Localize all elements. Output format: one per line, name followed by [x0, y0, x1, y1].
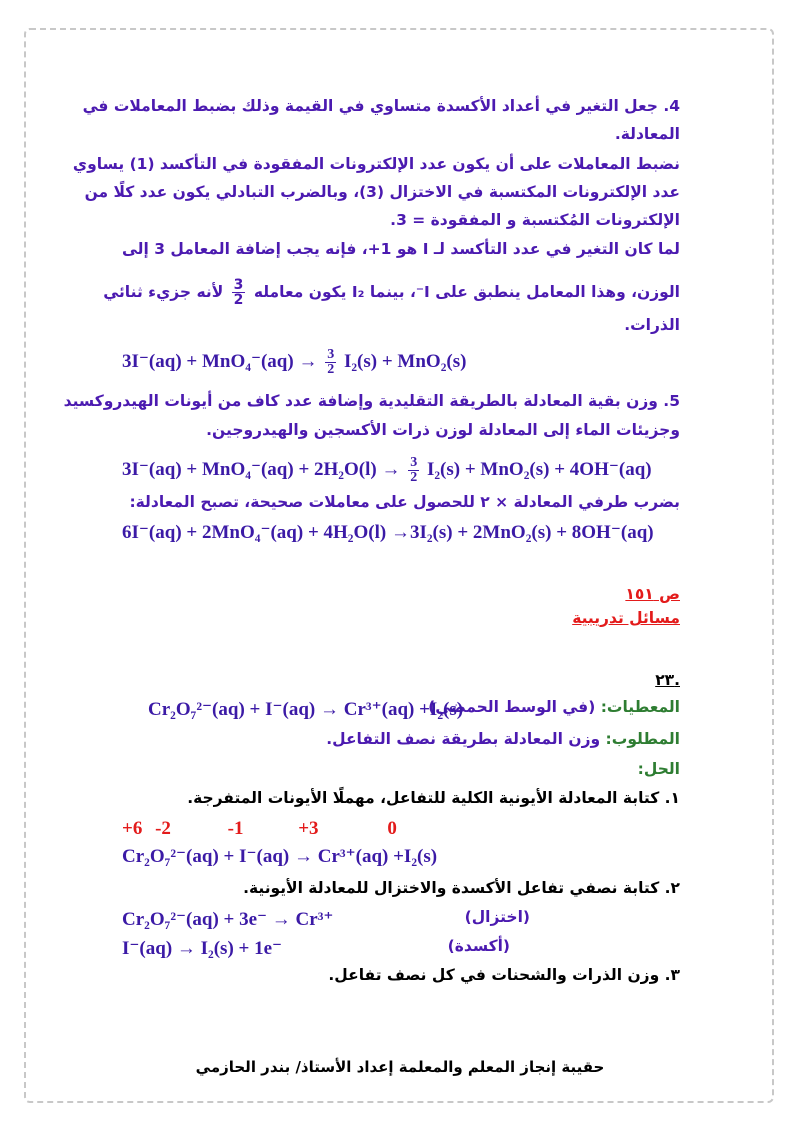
practice-problems-title: مسائل تدريبية [572, 609, 680, 627]
multiply-text: بضرب طرفي المعادلة × ٢ للحصول على معاملات صحيحة، تصبح المعادلة: [129, 493, 680, 511]
step4-line1: 4. جعل التغير في أعداد الأكسدة متساوي في القيمة وذلك بضبط المعاملات في [82, 97, 680, 115]
ox-num-cr3: +3 [298, 818, 319, 839]
half-reduction-label: (اختزال) [464, 908, 530, 926]
required-label: المطلوب: [605, 730, 680, 748]
equation-c: 6I⁻(aq) + 2MnO₄⁻(aq) + 4H₂O(l) →3I₂(s) + 2MnO₂(s) + 8OH⁻(aq) [122, 522, 654, 543]
page-reference-link[interactable]: ص ١٥١ [625, 585, 680, 603]
half-oxidation-equation: I⁻(aq) → I₂(s) + 1e⁻ [122, 938, 283, 959]
equation-a-frac-num: 3 [327, 347, 335, 362]
half-reduction-equation: Cr₂O₇²⁻(aq) + 3e⁻ → Cr³⁺ [122, 909, 334, 930]
equation-a-frac-den: 2 [327, 362, 335, 377]
adjust-line3: الإلكترونات المُكتسبة و المفقودة = 3. [390, 211, 680, 229]
ox-num-i2: 0 [387, 818, 397, 839]
equation-b [122, 456, 652, 485]
step5-line2: وجزيئات الماء إلى المعادلة لوزن ذرات الأكسجين والهيدروجين. [206, 421, 680, 439]
givens-label: المعطيات: [600, 698, 680, 716]
equation-a-fraction [325, 348, 336, 377]
equation-b-left: 3I⁻(aq) + MnO₄⁻(aq) + 2H₂O(l) → [122, 458, 401, 480]
equation-b-frac-num: 3 [410, 455, 418, 470]
equation-a-left: 3I⁻(aq) + MnO₄⁻(aq) → [122, 350, 318, 372]
problem-number: .٢٣ [655, 671, 680, 689]
equation-b-right: I₂(s) + MnO₂(s) + 4OH⁻(aq) [426, 458, 652, 480]
since-line1: لما كان التغير في عدد التأكسد لـ I هو 1+، فإنه يجب إضافة المعامل 3 إلى [121, 240, 680, 258]
fraction-numerator: 3 [233, 277, 244, 293]
step5-line1: 5. وزن بقية المعادلة بالطريقة التقليدية وإضافة عدد كاف من أيونات الهيدروكسيد [63, 392, 680, 410]
adjust-line1: نضبط المعاملات على أن يكون عدد الإلكترونات المفقودة في التأكسد (1) يساوي [72, 155, 680, 173]
equation-a [122, 348, 466, 377]
since-line2 [103, 278, 680, 307]
footer-credit: حقيبة إنجاز المعلم والمعلمة إعداد الأستاذ/ بندر الحازمي [195, 1058, 605, 1076]
fraction-denominator: 2 [233, 292, 244, 308]
step4-line2: المعادلة. [614, 125, 680, 143]
ox-num-cr: +6 [122, 818, 143, 839]
equation-a-right: I₂(s) + MnO₂(s) [343, 350, 467, 372]
coefficient-fraction [232, 278, 246, 307]
required-text: وزن المعادلة بطريقة نصف التفاعل. [326, 730, 601, 748]
ox-num-o: -2 [155, 818, 171, 839]
step2-text: ٢. كتابة نصفي تفاعل الأكسدة والاختزال للمعادلة الأيونية. [243, 879, 680, 897]
adjust-line2: عدد الإلكترونات المكتسبة في الاختزال (3)، وبالضرب التبادلي يكون عدد كلًا من [84, 183, 680, 201]
half-oxidation-label: (أكسدة) [447, 937, 510, 955]
since-line3: الذرات. [624, 316, 680, 334]
equation-b-fraction [408, 456, 419, 485]
equation-b-frac-den: 2 [410, 470, 418, 485]
required-row [326, 730, 680, 748]
givens-medium: (في الوسط الحمضي) [428, 698, 596, 716]
since-line2-a: الوزن، وهذا المعامل ينطبق على I⁻، بينما I₂ يكون معامله [253, 283, 680, 301]
givens-equation: Cr₂O₇²⁻(aq) + I⁻(aq) → Cr³⁺(aq) +I₂(s) [148, 699, 464, 720]
step3-text: ٣. وزن الذرات والشحنات في كل نصف تفاعل. [328, 966, 680, 984]
givens-row [428, 698, 680, 716]
step1-text: ١. كتابة المعادلة الأيونية الكلية للتفاعل، مهملًا الأيونات المتفرجة. [187, 789, 680, 807]
equation-d: Cr₂O₇²⁻(aq) + I⁻(aq) → Cr³⁺(aq) +I₂(s) [122, 846, 438, 867]
since-line2-b: لأنه جزيء ثنائي [103, 283, 224, 301]
oxidation-numbers [122, 818, 397, 840]
ox-num-i: -1 [227, 818, 244, 839]
solution-label: الحل: [637, 760, 680, 778]
